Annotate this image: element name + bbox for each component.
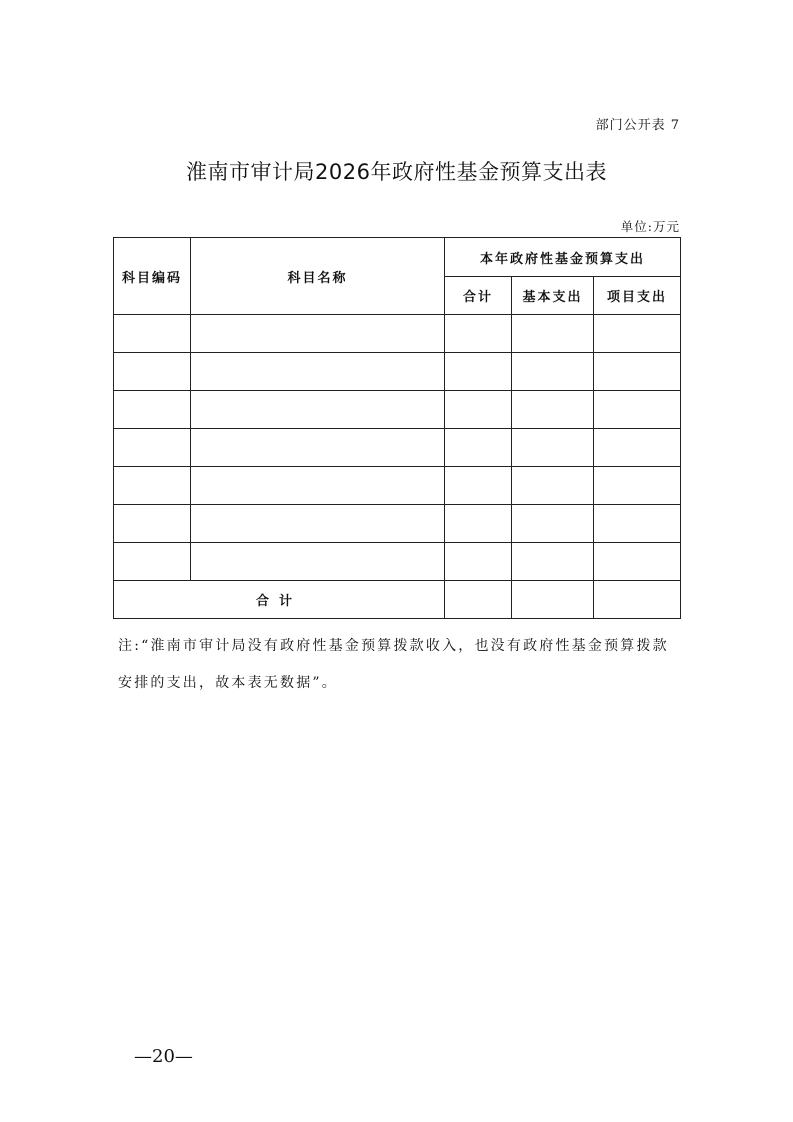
note-text: 注:“淮南市审计局没有政府性基金预算拨款收入，也没有政府性基金预算拨款安排的支出，故本表无数据”。 (118, 638, 669, 691)
table-row (114, 315, 681, 353)
cell-project (594, 467, 681, 505)
page-title: 淮南市审计局2026年政府性基金预算支出表 (186, 160, 607, 184)
table-row (114, 467, 681, 505)
cell-code (114, 315, 191, 353)
cell-project (594, 505, 681, 543)
cell-total (445, 353, 512, 391)
cell-name (191, 391, 445, 429)
cell-name (191, 505, 445, 543)
total-cell-project (594, 581, 681, 619)
cell-code (114, 353, 191, 391)
column-header-name: 科目名称 (191, 238, 445, 315)
table-row (114, 543, 681, 581)
table-row (114, 505, 681, 543)
cell-basic (512, 505, 594, 543)
cell-project (594, 543, 681, 581)
cell-project (594, 353, 681, 391)
cell-total (445, 505, 512, 543)
cell-code (114, 467, 191, 505)
cell-code (114, 505, 191, 543)
cell-basic (512, 315, 594, 353)
cell-name (191, 543, 445, 581)
cell-project (594, 315, 681, 353)
column-header-code: 科目编码 (114, 238, 191, 315)
cell-code (114, 543, 191, 581)
total-label: 合计 (114, 581, 445, 619)
cell-name (191, 429, 445, 467)
cell-project (594, 429, 681, 467)
column-header-project: 项目支出 (594, 277, 681, 315)
cell-basic (512, 391, 594, 429)
cell-total (445, 315, 512, 353)
column-header-total: 合计 (445, 277, 512, 315)
table-total-row (114, 581, 681, 619)
cell-basic (512, 429, 594, 467)
column-group-header: 本年政府性基金预算支出 (445, 238, 681, 277)
cell-name (191, 353, 445, 391)
form-label: 部门公开表 7 (595, 118, 680, 133)
table-header-row (114, 238, 681, 277)
budget-table (113, 237, 681, 619)
cell-name (191, 315, 445, 353)
cell-basic (512, 543, 594, 581)
table-row (114, 391, 681, 429)
cell-project (594, 391, 681, 429)
total-cell-total (445, 581, 512, 619)
cell-code (114, 391, 191, 429)
cell-code (114, 429, 191, 467)
cell-total (445, 543, 512, 581)
cell-total (445, 467, 512, 505)
cell-total (445, 391, 512, 429)
cell-basic (512, 353, 594, 391)
column-header-basic: 基本支出 (512, 277, 594, 315)
table-row (114, 353, 681, 391)
cell-name (191, 467, 445, 505)
cell-total (445, 429, 512, 467)
unit-label: 单位:万元 (620, 219, 680, 234)
table-row (114, 429, 681, 467)
page-number: —20— (134, 1046, 193, 1067)
cell-basic (512, 467, 594, 505)
total-cell-basic (512, 581, 594, 619)
